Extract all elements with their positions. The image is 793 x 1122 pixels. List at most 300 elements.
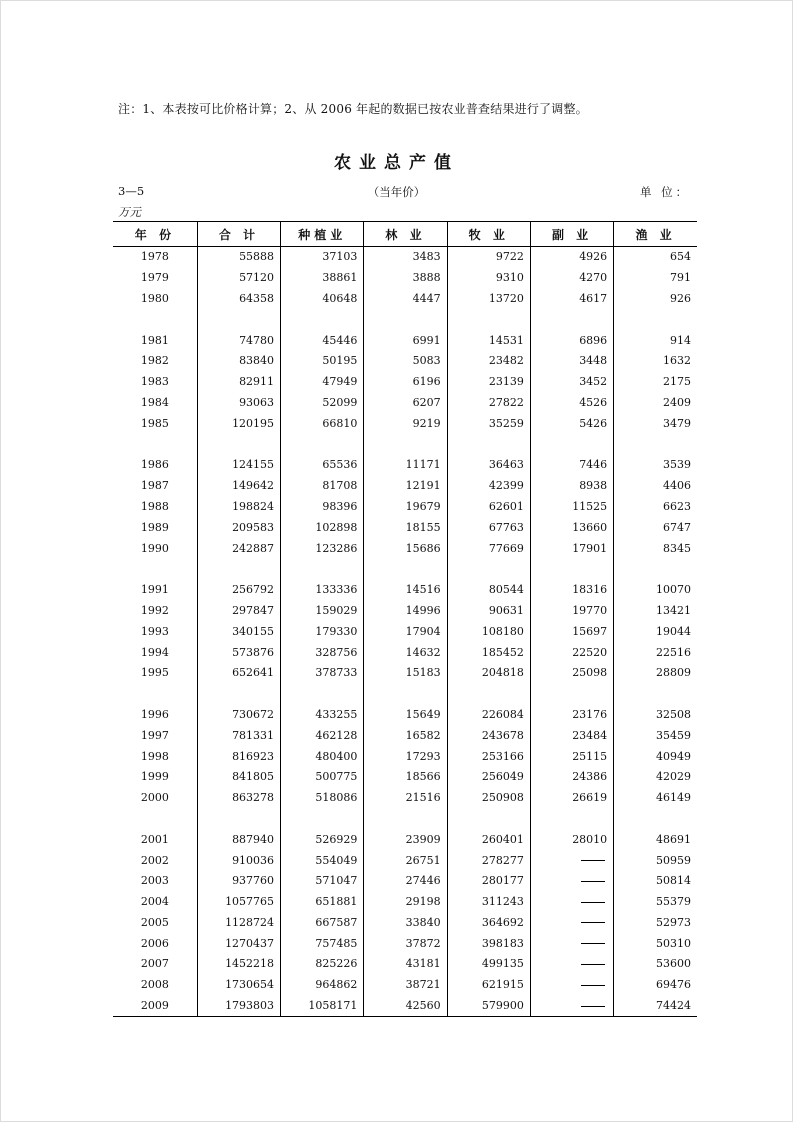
cell-total: 83840 bbox=[197, 351, 280, 372]
cell-total: 93063 bbox=[197, 393, 280, 414]
spacer-cell bbox=[197, 434, 280, 455]
spacer-cell bbox=[197, 809, 280, 830]
output-value-table bbox=[113, 221, 697, 1017]
cell-year: 2008 bbox=[140, 978, 169, 992]
cell-year: 1991 bbox=[140, 583, 169, 597]
cell-fishery: 4406 bbox=[614, 476, 697, 497]
no-data-dash bbox=[581, 943, 605, 944]
cell-total: 910036 bbox=[197, 850, 280, 871]
cell-fishery: 69476 bbox=[614, 975, 697, 996]
spacer-cell bbox=[447, 559, 530, 580]
cell-sideline: 24386 bbox=[530, 767, 613, 788]
cell-forestry: 18566 bbox=[364, 767, 447, 788]
cell-year: 1989 bbox=[140, 520, 169, 534]
cell-fishery: 22516 bbox=[614, 642, 697, 663]
cell-total: 55888 bbox=[197, 247, 280, 268]
cell-year: 1998 bbox=[140, 749, 169, 763]
cell-fishery: 48691 bbox=[614, 829, 697, 850]
cell-year: 1990 bbox=[140, 541, 169, 555]
cell-fishery: 50814 bbox=[614, 871, 697, 892]
cell-year: 1981 bbox=[140, 333, 169, 347]
cell-husbandry: 108180 bbox=[447, 621, 530, 642]
cell-forestry: 9219 bbox=[364, 413, 447, 434]
cell-sideline bbox=[530, 913, 613, 934]
cell-sideline: 25115 bbox=[530, 746, 613, 767]
cell-total: 652641 bbox=[197, 663, 280, 684]
cell-sideline: 6896 bbox=[530, 330, 613, 351]
cell-crops: 554049 bbox=[281, 850, 364, 871]
cell-husbandry: 90631 bbox=[447, 601, 530, 622]
cell-sideline bbox=[530, 850, 613, 871]
cell-forestry: 16582 bbox=[364, 725, 447, 746]
cell-fishery: 52973 bbox=[614, 913, 697, 934]
header-sideline: 副 业 bbox=[530, 222, 613, 247]
cell-fishery: 1632 bbox=[614, 351, 697, 372]
spacer-cell bbox=[113, 309, 197, 330]
spacer-cell bbox=[197, 559, 280, 580]
header-husbandry: 牧 业 bbox=[447, 222, 530, 247]
cell-total: 57120 bbox=[197, 268, 280, 289]
cell-fishery: 8345 bbox=[614, 538, 697, 559]
cell-crops: 66810 bbox=[281, 413, 364, 434]
cell-sideline: 25098 bbox=[530, 663, 613, 684]
cell-husbandry: 9722 bbox=[447, 247, 530, 268]
cell-crops: 98396 bbox=[281, 497, 364, 518]
cell-fishery: 2409 bbox=[614, 393, 697, 414]
cell-husbandry: 67763 bbox=[447, 517, 530, 538]
spacer-cell bbox=[113, 684, 197, 705]
no-data-dash bbox=[581, 1006, 605, 1007]
table-body bbox=[113, 247, 697, 1017]
cell-forestry: 37872 bbox=[364, 933, 447, 954]
spacer-cell bbox=[364, 309, 447, 330]
cell-sideline: 4926 bbox=[530, 247, 613, 268]
cell-husbandry: 243678 bbox=[447, 725, 530, 746]
cell-year: 2005 bbox=[140, 915, 169, 929]
cell-sideline: 19770 bbox=[530, 601, 613, 622]
table-row bbox=[113, 538, 697, 559]
no-data-dash bbox=[581, 985, 605, 986]
cell-husbandry: 579900 bbox=[447, 996, 530, 1017]
cell-crops: 133336 bbox=[281, 580, 364, 601]
cell-fishery: 40949 bbox=[614, 746, 697, 767]
cell-crops: 571047 bbox=[281, 871, 364, 892]
cell-total: 1057765 bbox=[197, 892, 280, 913]
cell-total: 1128724 bbox=[197, 913, 280, 934]
cell-forestry: 3888 bbox=[364, 268, 447, 289]
spacer-cell bbox=[281, 809, 364, 830]
cell-fishery: 28809 bbox=[614, 663, 697, 684]
header-total: 合 计 bbox=[197, 222, 280, 247]
table-row bbox=[113, 517, 697, 538]
cell-sideline: 28010 bbox=[530, 829, 613, 850]
cell-year: 2002 bbox=[140, 853, 169, 867]
spacer-cell bbox=[364, 434, 447, 455]
cell-fishery: 19044 bbox=[614, 621, 697, 642]
cell-total: 863278 bbox=[197, 788, 280, 809]
no-data-dash bbox=[581, 902, 605, 903]
cell-husbandry: 398183 bbox=[447, 933, 530, 954]
cell-sideline: 22520 bbox=[530, 642, 613, 663]
spacer-cell bbox=[113, 559, 197, 580]
table-row bbox=[113, 372, 697, 393]
cell-fishery: 55379 bbox=[614, 892, 697, 913]
spacer-cell bbox=[281, 559, 364, 580]
cell-fishery: 35459 bbox=[614, 725, 697, 746]
cell-sideline bbox=[530, 892, 613, 913]
cell-husbandry: 621915 bbox=[447, 975, 530, 996]
cell-forestry: 6207 bbox=[364, 393, 447, 414]
cell-total: 937760 bbox=[197, 871, 280, 892]
cell-crops: 500775 bbox=[281, 767, 364, 788]
table-row bbox=[113, 330, 697, 351]
spacer-cell bbox=[614, 684, 697, 705]
cell-husbandry: 14531 bbox=[447, 330, 530, 351]
cell-year: 2001 bbox=[140, 832, 169, 846]
cell-sideline bbox=[530, 933, 613, 954]
table-row bbox=[113, 351, 697, 372]
group-spacer-row bbox=[113, 809, 697, 830]
cell-crops: 159029 bbox=[281, 601, 364, 622]
no-data-dash bbox=[581, 922, 605, 923]
table-row bbox=[113, 933, 697, 954]
cell-crops: 45446 bbox=[281, 330, 364, 351]
cell-total: 1270437 bbox=[197, 933, 280, 954]
cell-forestry: 29198 bbox=[364, 892, 447, 913]
cell-husbandry: 280177 bbox=[447, 871, 530, 892]
cell-total: 730672 bbox=[197, 705, 280, 726]
cell-forestry: 33840 bbox=[364, 913, 447, 934]
cell-fishery: 3479 bbox=[614, 413, 697, 434]
cell-year: 1978 bbox=[140, 250, 169, 264]
cell-year: 1996 bbox=[140, 707, 169, 721]
spacer-cell bbox=[614, 559, 697, 580]
cell-total: 573876 bbox=[197, 642, 280, 663]
spacer-cell bbox=[447, 684, 530, 705]
spacer-cell bbox=[113, 434, 197, 455]
cell-total: 82911 bbox=[197, 372, 280, 393]
table-row bbox=[113, 850, 697, 871]
cell-forestry: 21516 bbox=[364, 788, 447, 809]
cell-crops: 38861 bbox=[281, 268, 364, 289]
cell-total: 340155 bbox=[197, 621, 280, 642]
cell-sideline: 8938 bbox=[530, 476, 613, 497]
table-number: 3—5 bbox=[118, 184, 145, 198]
group-spacer-row bbox=[113, 684, 697, 705]
group-spacer-row bbox=[113, 309, 697, 330]
unit-label: 单 位： bbox=[640, 185, 691, 199]
cell-crops: 81708 bbox=[281, 476, 364, 497]
cell-year: 2006 bbox=[140, 936, 169, 950]
cell-forestry: 11171 bbox=[364, 455, 447, 476]
cell-husbandry: 226084 bbox=[447, 705, 530, 726]
cell-year: 1982 bbox=[140, 354, 169, 368]
cell-forestry: 43181 bbox=[364, 954, 447, 975]
cell-year: 1983 bbox=[140, 375, 169, 389]
cell-year: 1979 bbox=[140, 271, 169, 285]
cell-forestry: 17904 bbox=[364, 621, 447, 642]
cell-forestry: 27446 bbox=[364, 871, 447, 892]
cell-total: 74780 bbox=[197, 330, 280, 351]
cell-forestry: 17293 bbox=[364, 746, 447, 767]
header-crops: 种植业 bbox=[281, 222, 364, 247]
cell-year: 1994 bbox=[140, 645, 169, 659]
cell-forestry: 15686 bbox=[364, 538, 447, 559]
cell-husbandry: 253166 bbox=[447, 746, 530, 767]
cell-sideline: 7446 bbox=[530, 455, 613, 476]
cell-sideline: 3452 bbox=[530, 372, 613, 393]
cell-fishery: 42029 bbox=[614, 767, 697, 788]
cell-fishery: 50310 bbox=[614, 933, 697, 954]
cell-crops: 102898 bbox=[281, 517, 364, 538]
cell-total: 887940 bbox=[197, 829, 280, 850]
cell-sideline: 11525 bbox=[530, 497, 613, 518]
table-row bbox=[113, 975, 697, 996]
spacer-cell bbox=[614, 434, 697, 455]
cell-fishery: 2175 bbox=[614, 372, 697, 393]
cell-forestry: 26751 bbox=[364, 850, 447, 871]
table-row bbox=[113, 268, 697, 289]
cell-total: 242887 bbox=[197, 538, 280, 559]
cell-forestry: 42560 bbox=[364, 996, 447, 1017]
table-row bbox=[113, 829, 697, 850]
cell-crops: 37103 bbox=[281, 247, 364, 268]
spacer-cell bbox=[364, 809, 447, 830]
cell-forestry: 38721 bbox=[364, 975, 447, 996]
spacer-cell bbox=[530, 559, 613, 580]
cell-year: 2009 bbox=[113, 996, 197, 1017]
cell-year: 1985 bbox=[140, 416, 169, 430]
spacer-cell bbox=[530, 684, 613, 705]
table-row bbox=[113, 601, 697, 622]
header-forestry: 林 业 bbox=[364, 222, 447, 247]
cell-forestry: 14632 bbox=[364, 642, 447, 663]
cell-sideline: 23176 bbox=[530, 705, 613, 726]
cell-fishery: 6623 bbox=[614, 497, 697, 518]
cell-year: 1986 bbox=[140, 458, 169, 472]
spacer-cell bbox=[447, 309, 530, 330]
table-row bbox=[113, 892, 697, 913]
cell-fishery: 926 bbox=[614, 289, 697, 310]
cell-husbandry: 364692 bbox=[447, 913, 530, 934]
table-row bbox=[113, 642, 697, 663]
cell-year: 2003 bbox=[140, 874, 169, 888]
table-row bbox=[113, 247, 697, 268]
table-row bbox=[113, 871, 697, 892]
cell-total: 120195 bbox=[197, 413, 280, 434]
cell-crops: 651881 bbox=[281, 892, 364, 913]
spacer-cell bbox=[281, 309, 364, 330]
cell-total: 841805 bbox=[197, 767, 280, 788]
group-spacer-row bbox=[113, 434, 697, 455]
table-row bbox=[113, 455, 697, 476]
cell-crops: 518086 bbox=[281, 788, 364, 809]
cell-crops: 526929 bbox=[281, 829, 364, 850]
page-title: 农业总产值 bbox=[334, 153, 459, 173]
spacer-cell bbox=[113, 809, 197, 830]
cell-fishery: 53600 bbox=[614, 954, 697, 975]
cell-husbandry: 80544 bbox=[447, 580, 530, 601]
spacer-cell bbox=[530, 434, 613, 455]
cell-year: 1984 bbox=[140, 395, 169, 409]
table-row bbox=[113, 746, 697, 767]
table-row bbox=[113, 580, 697, 601]
cell-fishery: 32508 bbox=[614, 705, 697, 726]
cell-husbandry: 42399 bbox=[447, 476, 530, 497]
cell-husbandry: 23482 bbox=[447, 351, 530, 372]
cell-husbandry: 62601 bbox=[447, 497, 530, 518]
cell-sideline: 3448 bbox=[530, 351, 613, 372]
spacer-cell bbox=[281, 684, 364, 705]
spacer-cell bbox=[197, 684, 280, 705]
cell-year: 1999 bbox=[140, 770, 169, 784]
cell-year: 1992 bbox=[140, 603, 169, 617]
spacer-cell bbox=[281, 434, 364, 455]
spacer-cell bbox=[364, 684, 447, 705]
spacer-cell bbox=[447, 434, 530, 455]
cell-crops: 179330 bbox=[281, 621, 364, 642]
cell-fishery: 74424 bbox=[614, 996, 697, 1017]
no-data-dash bbox=[581, 881, 605, 882]
group-spacer-row bbox=[113, 559, 697, 580]
cell-forestry: 14516 bbox=[364, 580, 447, 601]
cell-fishery: 13421 bbox=[614, 601, 697, 622]
cell-year: 1993 bbox=[140, 624, 169, 638]
cell-year: 1997 bbox=[140, 728, 169, 742]
cell-sideline: 18316 bbox=[530, 580, 613, 601]
cell-forestry: 4447 bbox=[364, 289, 447, 310]
cell-fishery: 914 bbox=[614, 330, 697, 351]
spacer-cell bbox=[447, 809, 530, 830]
cell-husbandry: 185452 bbox=[447, 642, 530, 663]
cell-total: 1730654 bbox=[197, 975, 280, 996]
cell-husbandry: 27822 bbox=[447, 393, 530, 414]
cell-forestry: 3483 bbox=[364, 247, 447, 268]
cell-husbandry: 36463 bbox=[447, 455, 530, 476]
cell-total: 64358 bbox=[197, 289, 280, 310]
spacer-cell bbox=[614, 809, 697, 830]
cell-sideline: 26619 bbox=[530, 788, 613, 809]
table-row bbox=[113, 767, 697, 788]
cell-crops: 65536 bbox=[281, 455, 364, 476]
cell-total: 149642 bbox=[197, 476, 280, 497]
cell-year: 2000 bbox=[140, 791, 169, 805]
cell-fishery: 654 bbox=[614, 247, 697, 268]
cell-husbandry: 204818 bbox=[447, 663, 530, 684]
cell-forestry: 15649 bbox=[364, 705, 447, 726]
cell-fishery: 6747 bbox=[614, 517, 697, 538]
cell-sideline: 4270 bbox=[530, 268, 613, 289]
spacer-cell bbox=[530, 809, 613, 830]
cell-crops: 433255 bbox=[281, 705, 364, 726]
cell-total: 124155 bbox=[197, 455, 280, 476]
cell-sideline: 13660 bbox=[530, 517, 613, 538]
table-row bbox=[113, 476, 697, 497]
cell-crops: 378733 bbox=[281, 663, 364, 684]
cell-sideline: 17901 bbox=[530, 538, 613, 559]
cell-total: 209583 bbox=[197, 517, 280, 538]
cell-forestry: 19679 bbox=[364, 497, 447, 518]
table-row bbox=[113, 621, 697, 642]
cell-crops: 40648 bbox=[281, 289, 364, 310]
cell-sideline: 23484 bbox=[530, 725, 613, 746]
cell-forestry: 14996 bbox=[364, 601, 447, 622]
no-data-dash bbox=[581, 860, 605, 861]
cell-crops: 52099 bbox=[281, 393, 364, 414]
cell-year: 2004 bbox=[140, 895, 169, 909]
cell-husbandry: 311243 bbox=[447, 892, 530, 913]
cell-sideline bbox=[530, 954, 613, 975]
cell-crops: 50195 bbox=[281, 351, 364, 372]
spacer-cell bbox=[530, 309, 613, 330]
cell-crops: 480400 bbox=[281, 746, 364, 767]
table-row bbox=[113, 705, 697, 726]
spacer-cell bbox=[614, 309, 697, 330]
table-header-row bbox=[113, 222, 697, 247]
cell-husbandry: 256049 bbox=[447, 767, 530, 788]
table-row bbox=[113, 788, 697, 809]
cell-total: 816923 bbox=[197, 746, 280, 767]
cell-sideline: 4526 bbox=[530, 393, 613, 414]
cell-total: 198824 bbox=[197, 497, 280, 518]
table-row bbox=[113, 393, 697, 414]
no-data-dash bbox=[581, 964, 605, 965]
cell-husbandry: 35259 bbox=[447, 413, 530, 434]
cell-crops: 1058171 bbox=[281, 996, 364, 1017]
table-row bbox=[113, 954, 697, 975]
cell-year: 1988 bbox=[140, 499, 169, 513]
cell-sideline bbox=[530, 975, 613, 996]
cell-year: 2007 bbox=[140, 957, 169, 971]
cell-husbandry: 278277 bbox=[447, 850, 530, 871]
cell-crops: 328756 bbox=[281, 642, 364, 663]
header-year: 年 份 bbox=[113, 222, 197, 247]
table-row bbox=[113, 663, 697, 684]
cell-fishery: 10070 bbox=[614, 580, 697, 601]
cell-total: 297847 bbox=[197, 601, 280, 622]
cell-forestry: 6991 bbox=[364, 330, 447, 351]
cell-fishery: 791 bbox=[614, 268, 697, 289]
cell-crops: 47949 bbox=[281, 372, 364, 393]
header-fishery: 渔 业 bbox=[614, 222, 697, 247]
cell-husbandry: 23139 bbox=[447, 372, 530, 393]
cell-husbandry: 499135 bbox=[447, 954, 530, 975]
spacer-cell bbox=[197, 309, 280, 330]
cell-total: 1452218 bbox=[197, 954, 280, 975]
cell-crops: 757485 bbox=[281, 933, 364, 954]
cell-crops: 462128 bbox=[281, 725, 364, 746]
price-basis: （当年价） bbox=[367, 185, 426, 199]
spacer-cell bbox=[364, 559, 447, 580]
cell-crops: 964862 bbox=[281, 975, 364, 996]
cell-fishery: 50959 bbox=[614, 850, 697, 871]
cell-husbandry: 77669 bbox=[447, 538, 530, 559]
cell-husbandry: 260401 bbox=[447, 829, 530, 850]
table-row bbox=[113, 497, 697, 518]
cell-forestry: 12191 bbox=[364, 476, 447, 497]
cell-sideline bbox=[530, 996, 613, 1017]
cell-fishery: 3539 bbox=[614, 455, 697, 476]
cell-year: 1987 bbox=[140, 479, 169, 493]
table-row bbox=[113, 413, 697, 434]
cell-forestry: 5083 bbox=[364, 351, 447, 372]
table-row bbox=[113, 289, 697, 310]
cell-husbandry: 250908 bbox=[447, 788, 530, 809]
cell-husbandry: 13720 bbox=[447, 289, 530, 310]
table-row bbox=[113, 725, 697, 746]
cell-total: 256792 bbox=[197, 580, 280, 601]
cell-crops: 667587 bbox=[281, 913, 364, 934]
